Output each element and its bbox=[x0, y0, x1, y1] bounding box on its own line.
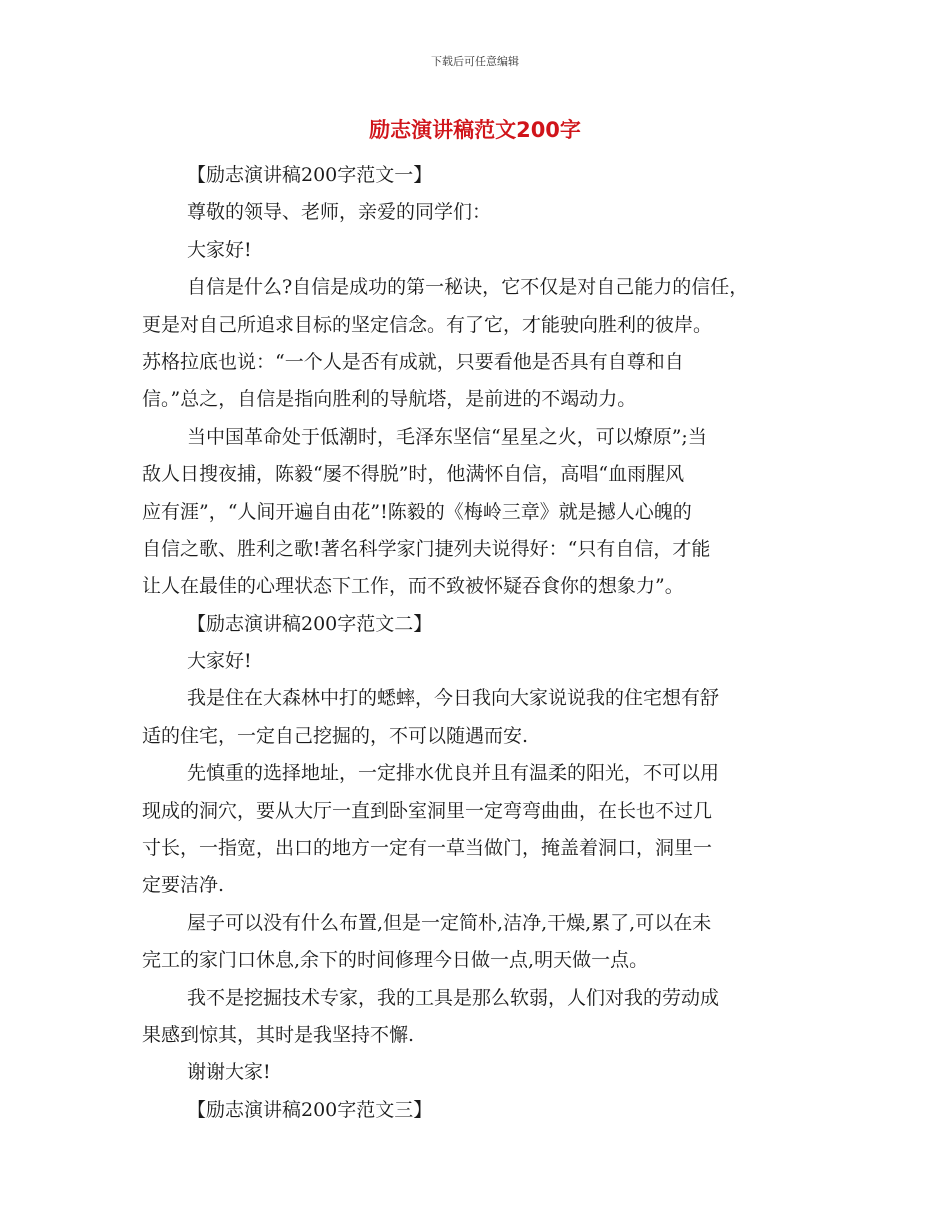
section-heading: 【励志演讲稿200字范文二】 bbox=[187, 612, 433, 635]
paragraph-line: 大家好! bbox=[187, 650, 252, 673]
paragraph-line: 让人在最佳的心理状态下工作，而不致被怀疑吞食你的想象力”。 bbox=[142, 575, 684, 598]
paragraph-line: 现成的洞穴，要从大厅一直到卧室洞里一定弯弯曲曲，在长也不过几 bbox=[142, 799, 713, 822]
paragraph-line: 适的住宅，一定自己挖掘的，不可以随遇而安. bbox=[142, 724, 529, 747]
paragraph-line: 敌人日搜夜捕，陈毅“屡不得脱”时，他满怀自信，高唱“血雨腥风 bbox=[142, 463, 685, 486]
document-body bbox=[142, 157, 812, 1129]
paragraph-line: 自信之歌、胜利之歌!著名科学家门捷列夫说得好：“只有自信，才能 bbox=[142, 537, 711, 560]
paragraph-line: 我是住在大森林中打的蟋蟀，今日我向大家说说我的住宅想有舒 bbox=[187, 687, 720, 710]
paragraph-line: 当中国革命处于低潮时，毛泽东坚信“星星之火，可以燎原”;当 bbox=[187, 425, 707, 448]
paragraph-line: 果感到惊其，其时是我坚持不懈. bbox=[142, 1023, 415, 1046]
paragraph-line: 信。”总之，自信是指向胜利的导航塔，是前进的不竭动力。 bbox=[142, 388, 637, 411]
section-heading: 【励志演讲稿200字范文一】 bbox=[187, 164, 433, 186]
paragraph-line: 尊敬的领导、老师，亲爱的同学们： bbox=[187, 201, 492, 224]
paragraph-line: 更是对自己所追求目标的坚定信念。有了它，才能驶向胜利的彼岸。 bbox=[142, 313, 713, 336]
page-header-note: 下载后可任意编辑 bbox=[431, 55, 519, 68]
document-title: 励志演讲稿范文200字 bbox=[369, 118, 581, 142]
paragraph-line: 我不是挖掘技术专家，我的工具是那么软弱，人们对我的劳动成 bbox=[187, 986, 720, 1009]
paragraph-line: 谢谢大家! bbox=[187, 1061, 271, 1084]
section-heading: 【励志演讲稿200字范文三】 bbox=[187, 1098, 433, 1121]
paragraph-line: 定要洁净. bbox=[142, 874, 225, 897]
paragraph-line: 苏格拉底也说：“一个人是否有成就，只要看他是否具有自尊和自 bbox=[142, 350, 684, 373]
paragraph-line: 完工的家门口休息,余下的时间修理今日做一点,明天做一点。 bbox=[142, 949, 649, 972]
paragraph-line: 屋子可以没有什么布置,但是一定简朴,洁净,干燥,累了,可以在未 bbox=[187, 911, 712, 934]
paragraph-line: 大家好! bbox=[187, 238, 252, 261]
paragraph-line: 应有涯”，“人间开遍自由花”!陈毅的《梅岭三章》就是撼人心魄的 bbox=[142, 500, 692, 523]
paragraph-line: 先慎重的选择地址，一定排水优良并且有温柔的阳光，不可以用 bbox=[187, 762, 720, 785]
paragraph-line: 寸长，一指宽，出口的地方一定有一草当做门，掩盖着洞口，洞里一 bbox=[142, 837, 713, 860]
paragraph-line: 自信是什么?自信是成功的第一秘诀，它不仅是对自己能力的信任， bbox=[187, 276, 749, 299]
